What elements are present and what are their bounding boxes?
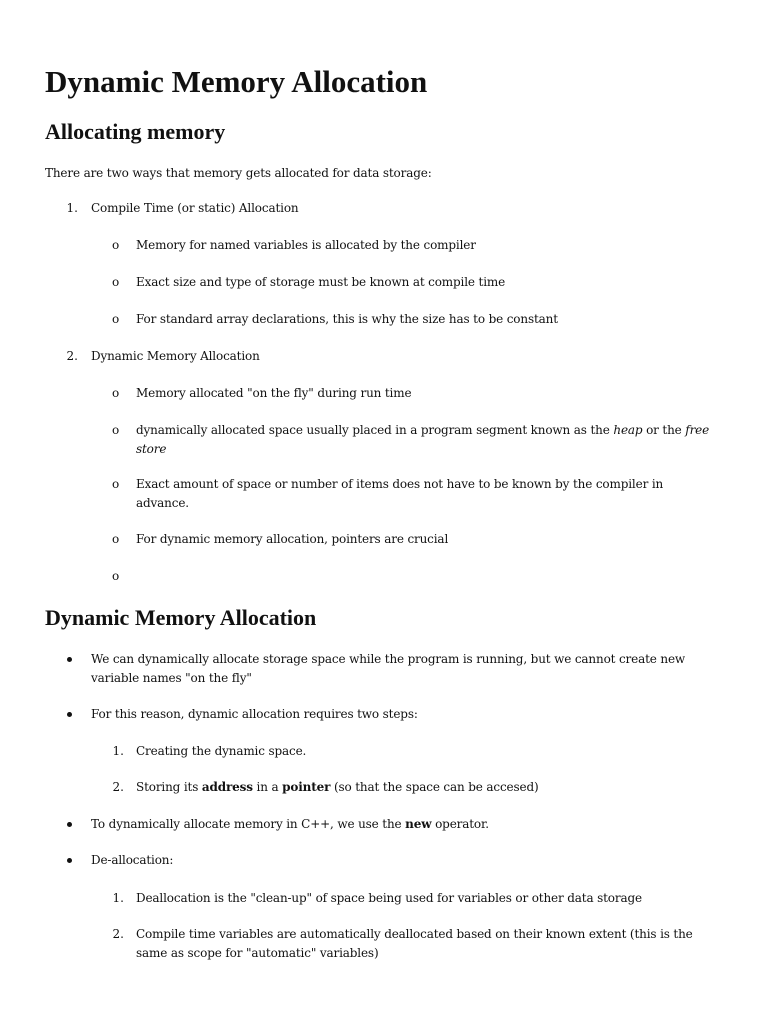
bullet-dot	[67, 657, 72, 662]
sub-list-item: Exact size and type of storage must be known at compile time	[136, 275, 506, 289]
sub-bullet-marker: o	[112, 477, 120, 491]
section-heading-allocating-memory: Allocating memory	[45, 119, 226, 144]
heap-text-middle: or the	[642, 423, 686, 437]
address-term: address	[201, 780, 253, 794]
sub-list-item: Exact amount of space or number of items does not have to be known by the compiler in advance.	[136, 477, 664, 510]
step-item-address-pointer	[136, 778, 539, 797]
bullet-dot	[67, 822, 72, 827]
sub-bullet-marker: o	[112, 275, 120, 289]
bullet-dot	[67, 858, 72, 863]
step-text-middle: in a	[252, 780, 283, 794]
sub-list-item: Memory allocated "on the fly" during run time	[136, 386, 412, 400]
section-heading-dynamic-memory-allocation: Dynamic Memory Allocation	[45, 605, 317, 630]
bullet-item: De-allocation:	[91, 853, 174, 867]
bullet-item-new-operator	[91, 815, 489, 834]
step-text-before: Storing its	[136, 780, 202, 794]
step-item: Compile time variables are automatically deallocated based on their known extent (this is the same as scope for "automatic" variables)	[136, 927, 693, 960]
sub-list-item: Memory for named variables is allocated by the compiler	[136, 238, 476, 252]
heap-term: heap	[613, 423, 643, 437]
sub-bullet-marker: o	[112, 532, 120, 546]
sub-bullet-marker: o	[112, 386, 120, 400]
sub-list-item: For dynamic memory allocation, pointers are crucial	[136, 532, 449, 546]
step-number: 1.	[112, 891, 124, 905]
sub-bullet-marker: o	[112, 569, 120, 583]
step-item: Deallocation is the "clean-up" of space being used for variables or other data storage	[136, 891, 642, 905]
bullet-dot	[67, 712, 72, 717]
sub-bullet-marker: o	[112, 238, 120, 252]
list-number: 1.	[66, 201, 78, 215]
step-text-after: (so that the space can be accesed)	[330, 780, 539, 794]
step-number: 1.	[112, 744, 124, 758]
free-store-term: free store	[136, 423, 710, 456]
step-number: 2.	[112, 927, 124, 941]
list-number: 2.	[66, 349, 78, 363]
bullet-text-before: To dynamically allocate memory in C++, we use the	[91, 817, 406, 831]
list-item-dynamic-allocation: Dynamic Memory Allocation	[91, 349, 260, 363]
step-number: 2.	[112, 780, 124, 794]
intro-paragraph: There are two ways that memory gets allocated for data storage:	[45, 166, 432, 180]
sub-list-item: For standard array declarations, this is why the size has to be constant	[136, 312, 558, 326]
sub-list-item-heap	[136, 421, 726, 459]
heap-text-before: dynamically allocated space usually placed in a program segment known as the	[136, 423, 614, 437]
bullet-item: For this reason, dynamic allocation requires two steps:	[91, 707, 418, 721]
pointer-term: pointer	[282, 780, 331, 794]
step-item: Creating the dynamic space.	[136, 744, 307, 758]
page-title: Dynamic Memory Allocation	[45, 64, 428, 99]
new-keyword: new	[405, 817, 432, 831]
bullet-item: We can dynamically allocate storage space while the program is running, but we cannot create new variable names "on the fly"	[91, 652, 686, 685]
sub-bullet-marker: o	[112, 312, 120, 326]
list-item-compile-time: Compile Time (or static) Allocation	[91, 201, 299, 215]
sub-bullet-marker: o	[112, 423, 120, 437]
bullet-text-after: operator.	[431, 817, 489, 831]
